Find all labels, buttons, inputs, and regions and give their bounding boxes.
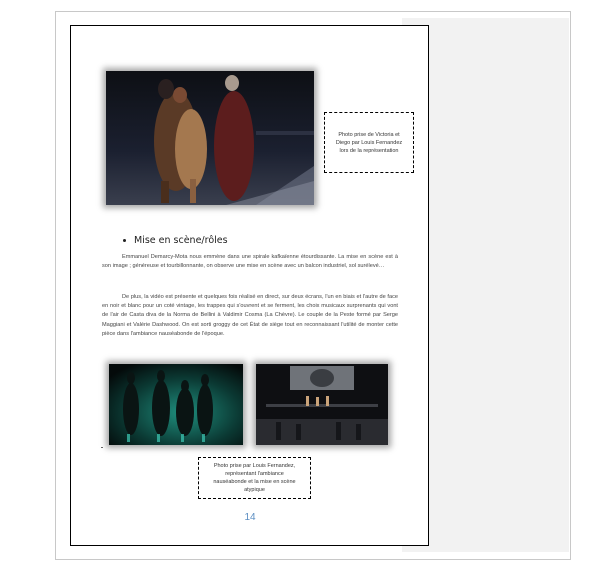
bullet-icon [123, 239, 126, 242]
photo-victoria-diego [106, 71, 314, 205]
photo-ensemble-green [109, 364, 243, 445]
caption-bottom-photos: Photo prise par Louis Fernandez, représentant l'ambiance nauséabonde et la mise en scène atypique [198, 457, 311, 499]
paragraph-1: Emmanuel Demarcy-Mota nous emmène dans une spirale kafkaïenne étourdissante. La mise en scène est à son image ; généreuse et tourbillonnante, on observe une mise en scène avec un balcon industriel, sol surélevé… [102, 254, 398, 270]
stray-mark [101, 447, 103, 448]
photo-stage-screen [256, 364, 388, 445]
section-heading: Mise en scène/rôles [123, 235, 228, 246]
page-number: 14 [244, 512, 256, 523]
paragraph-2: De plus, la vidéo est présente et quelques fois réalisé en direct, sur deux écrans, l'un en biais et l'autre de face en noir et blanc pour un coté vintage, les trappes qui s'ouvrent et se ferment, les choix musicaux surprenants qui vont de l'air de Casta diva de la Norma de Bellini à Valdimir Cosma (La Chèvre). Le couple de la Peste formé par Serge Maggiani et Valérie Dashwood. On est sorti groggy de cet État de siège tout en reconnaissant l'utilité de monter cette pièce dans l'ambiance nauséabonde de l'époque. [102, 294, 398, 337]
caption-top-photo: Photo prise de Victoria et Diego par Louis Fernandez lors de la représentation [324, 112, 414, 173]
